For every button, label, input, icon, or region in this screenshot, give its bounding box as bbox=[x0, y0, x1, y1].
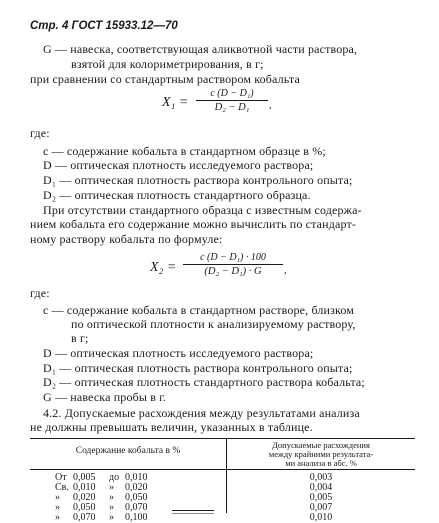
row-mid: до bbox=[109, 472, 120, 483]
table-header-rule bbox=[30, 469, 415, 470]
row-from: 0,020 bbox=[73, 492, 96, 503]
formula-tail: , bbox=[269, 100, 272, 111]
definition-line: c — содержание кобальта в стандартном растворе, близком bbox=[43, 303, 355, 317]
row-mid: » bbox=[109, 492, 114, 503]
row-from: 0,050 bbox=[73, 502, 96, 513]
table-rows-left bbox=[55, 473, 148, 523]
table-header-content: Содержание кобальта в % bbox=[75, 446, 181, 456]
definition-line: D₁ — оптическая плотность раствора контрольного опыта; bbox=[43, 173, 353, 187]
row-prefix: » bbox=[55, 502, 60, 513]
end-rule bbox=[172, 513, 214, 514]
row-mid: » bbox=[109, 512, 114, 523]
formula-fraction bbox=[183, 252, 283, 277]
definition-line: D — оптическая плотность исследуемого раствора; bbox=[43, 346, 314, 360]
formula-fraction bbox=[196, 88, 268, 113]
text-line: При отсутствии стандартного образца с известным содержа- bbox=[43, 203, 362, 217]
definition-line: c — содержание кобальта в стандартном образце в %; bbox=[43, 144, 326, 158]
row-prefix: Св. bbox=[55, 482, 69, 493]
table-top-rule bbox=[30, 438, 415, 439]
text-line: не должны превышать величин, указанных в таблице. bbox=[30, 420, 313, 434]
table-header-line: Допускаемые расхождения bbox=[272, 440, 370, 450]
formula-tail: , bbox=[284, 265, 287, 276]
row-from: 0,010 bbox=[73, 482, 96, 493]
row-to: 0,100 bbox=[125, 512, 148, 523]
row-to: 0,020 bbox=[125, 482, 148, 493]
end-rule bbox=[172, 510, 214, 511]
where-label: где: bbox=[30, 126, 50, 140]
table-cell-value: 0,010 bbox=[309, 512, 333, 523]
text-line: при сравнении со стандартным раствором кобальта bbox=[30, 72, 300, 86]
row-prefix: » bbox=[55, 512, 60, 523]
row-prefix: От bbox=[55, 472, 67, 483]
definition-line: в г; bbox=[71, 331, 89, 345]
row-from: 0,005 bbox=[73, 472, 96, 483]
row-from: 0,070 bbox=[73, 512, 96, 523]
page-header: Стр. 4 ГОСТ 15933.12—70 bbox=[30, 20, 178, 32]
row-to: 0,050 bbox=[125, 492, 148, 503]
text-line: взятой для колориметрирования, в г; bbox=[71, 57, 264, 71]
definition-line: по оптической плотности к анализируемому раствору, bbox=[71, 317, 356, 331]
table-cell-value: 0,003 bbox=[309, 472, 333, 483]
formula-denominator: (D₂ − D₁) · G bbox=[204, 266, 262, 277]
definition-line: D₁ — оптическая плотность раствора контрольного опыта; bbox=[43, 361, 353, 375]
table-rows-right bbox=[227, 473, 415, 523]
table-cell-value: 0,005 bbox=[309, 492, 333, 503]
row-mid: » bbox=[109, 502, 114, 513]
row-prefix: » bbox=[55, 492, 60, 503]
text-line: G — навеска, соответствующая аликвотной части раствора, bbox=[43, 42, 358, 56]
table-header-line: ми анализа в абс. % bbox=[285, 458, 357, 468]
formula-lhs: X₂ = bbox=[150, 260, 177, 275]
table-header-line: между крайними результата- bbox=[268, 449, 374, 459]
text-line: нием кобальта его содержание можно вычислить по стандарт- bbox=[30, 217, 356, 231]
row-to: 0,070 bbox=[125, 502, 148, 513]
table-cell-value: 0,007 bbox=[309, 502, 333, 513]
row-to: 0,010 bbox=[125, 472, 148, 483]
formula-denominator: D₂ − D₁ bbox=[214, 102, 250, 113]
text-line: ному раствору кобальта по формуле: bbox=[30, 232, 223, 246]
definition-line: D₂ — оптическая плотность стандартного раствора кобальта; bbox=[43, 375, 365, 389]
table-header-tolerance bbox=[227, 441, 415, 468]
definition-line: D₂ — оптическая плотность стандартного образца. bbox=[43, 188, 311, 202]
definition-line: G — навеска пробы в г. bbox=[43, 390, 167, 404]
table-cell-value: 0,004 bbox=[309, 482, 333, 493]
where-label: где: bbox=[30, 286, 50, 300]
formula-numerator: c (D − D₁) · 100 bbox=[200, 252, 266, 263]
section-heading: 4.2. Допускаемые расхождения между результатами анализа bbox=[43, 406, 360, 420]
formula-lhs: X₁ = bbox=[162, 95, 189, 110]
formula-numerator: c (D − D₁) bbox=[210, 88, 254, 99]
row-mid: » bbox=[109, 482, 114, 493]
definition-line: D — оптическая плотность исследуемого раствора; bbox=[43, 158, 314, 172]
